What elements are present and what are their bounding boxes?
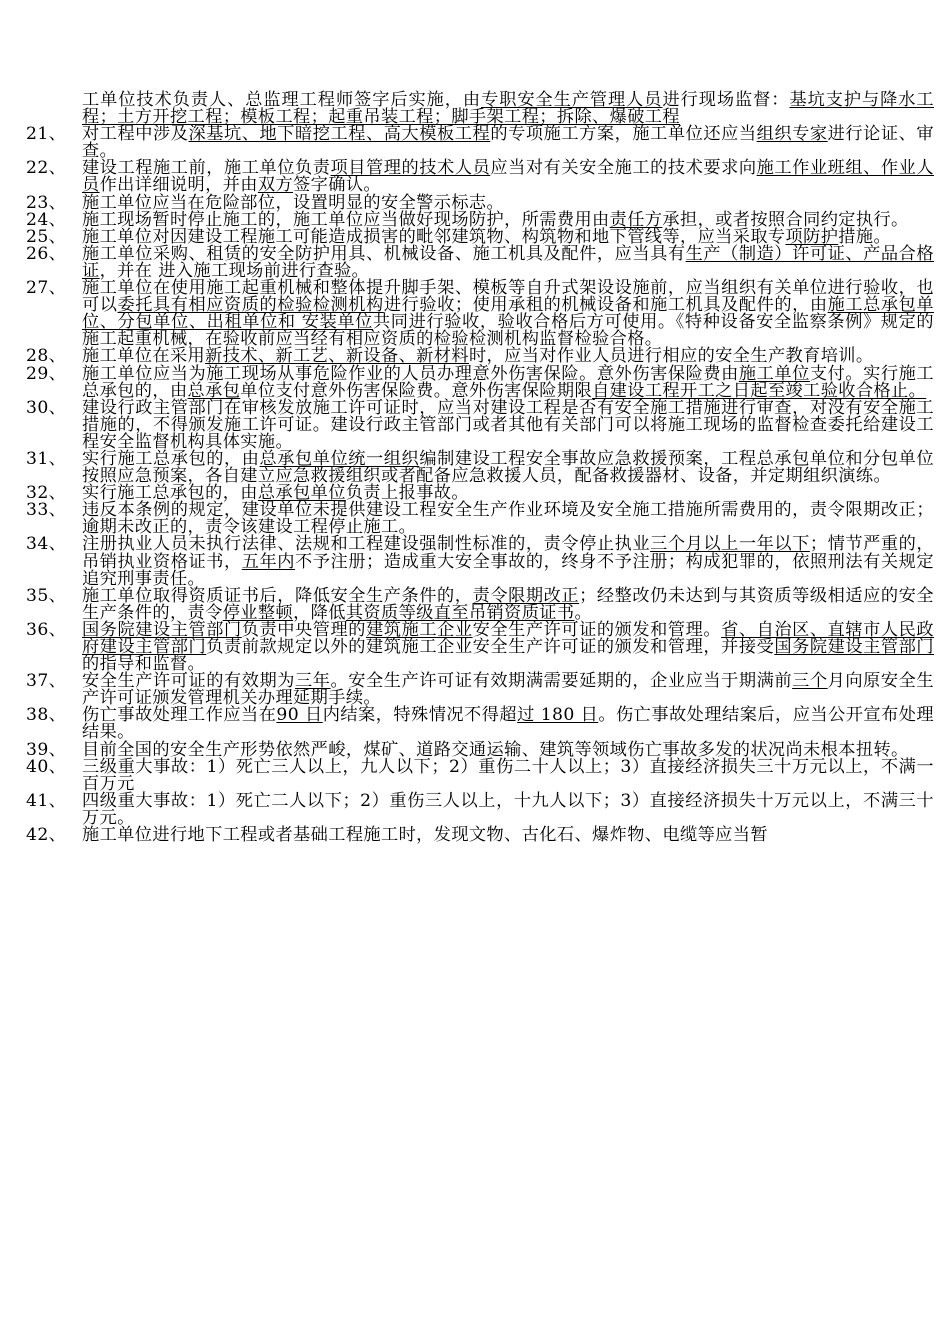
text-run: 负责前款规定以外的建筑施工企业安全生产许可证的颁发和管理，并接受: [206, 637, 775, 657]
item-text: [82, 673, 934, 707]
list-item: [26, 363, 934, 401]
text-run: 的专项施工方案，施工单位还应当: [490, 124, 757, 145]
text-run: 月向原安全生产许可证颁发管理机关办理延期手续。: [82, 671, 934, 709]
underlined-answer: 三个月以上一年以下: [650, 534, 810, 555]
text-run: 建设工程施工前，施工单位负责: [82, 158, 331, 179]
item-text: [82, 756, 934, 794]
underlined-answer: 深基坑、地下暗挖工程、高大模板工程: [188, 124, 491, 145]
item-number: 38、: [26, 705, 67, 726]
item-number: 42、: [26, 825, 67, 846]
text-run: 签字确认。: [293, 175, 382, 196]
text-run: 施工单位采购、租赁的安全防护用具、机械设备、施工机具及配件，应当具有: [82, 243, 686, 264]
item-text: [82, 536, 934, 587]
underlined-answer: 施工总承包单位、分包单位、出租单位和 安装单位: [82, 295, 934, 333]
underlined-answer: 施工单位: [738, 363, 810, 384]
item-text: [82, 827, 934, 844]
text-run: 施工现场暂时停止施工的，施工单位应当做好现场防护，所需费用由: [82, 209, 610, 230]
item-number: 26、: [26, 243, 67, 264]
text-run: 施工单位应当在危险部位，设置明显的安全警示标志。: [82, 192, 505, 213]
list-item: [26, 243, 934, 281]
list-item: [26, 790, 934, 828]
item-text: [82, 397, 934, 452]
item-number: 25、: [26, 226, 67, 247]
list-item: [26, 707, 934, 741]
text-run: 措施。: [838, 226, 892, 247]
text-run: 施工单位进行地下工程或者基础工程施工时，发现文物、古化石、爆炸物、电缆等应当暂: [82, 825, 768, 846]
item-number: 36、: [26, 619, 67, 640]
underlined-answer: 省、自治区、直辖市人民政府建设主管部门: [82, 619, 934, 657]
list-item: [26, 585, 934, 623]
underlined-answer: 专职安全生产管理人员: [481, 90, 663, 110]
underlined-answer: 施工作业班组、作业人员: [82, 158, 934, 196]
item-text: [82, 126, 934, 160]
text-run: 。安全生产许可证有效期满需要延期的，企业应当于期满前: [330, 671, 793, 692]
text-run: 进行现场监督：: [662, 90, 790, 110]
underlined-answer: 三个: [792, 671, 828, 692]
item-text: [82, 160, 934, 194]
item-number: 30、: [26, 397, 67, 418]
item-number: 39、: [26, 739, 67, 760]
text-run: 负责上报事故。: [345, 483, 469, 504]
underlined-answer: 项防护: [785, 226, 839, 247]
item-number: 22、: [26, 158, 67, 179]
underlined-answer: 责任方: [609, 209, 663, 230]
underlined-answer: 总承包单位: [257, 483, 346, 504]
item-number: 21、: [26, 124, 67, 145]
item-number: 24、: [26, 209, 67, 230]
text-run: 编制建设工程安全事故应急救援预案，工程总承包单位和分包单位按照应急预案，各自建立应急救援组织或者配备应急救援人员，配备救援器材、设备，并定期组织演练。: [82, 448, 934, 487]
text-run: 。伤亡事故处理结案后，应当公开宣布处理结果。: [82, 705, 934, 743]
item-number: 33、: [26, 500, 67, 521]
item-text: [82, 448, 934, 487]
underlined-answer: 责令限期改正: [472, 585, 580, 606]
text-run: 施工单位取得资质证书后，降低安全生产条件的，: [82, 585, 473, 606]
text-run: 支付。实行施工总承包的，由: [82, 363, 934, 401]
text-run: 对工程中涉及: [82, 124, 189, 145]
list-item: [26, 160, 934, 194]
item-number: 29、: [26, 363, 67, 384]
text-run: 三级重大事故：1）死亡三人以上，九人以下；2）重伤二十人以上；3）直接经济损失三十万元以上，不满一百万元: [82, 756, 934, 794]
item-number: 31、: [26, 448, 67, 469]
text-run: 的指导和监督。: [82, 654, 206, 675]
underlined-answer: 国务院建设主管部门: [82, 619, 242, 640]
item-number: 41、: [26, 790, 67, 811]
text-run: 四级重大事故：1）死亡二人以下；2）重伤三人以上，十九人以下；3）直接经济损失十万元以上，不满三十万元。: [82, 790, 934, 828]
underlined-answer: 停业整顿: [222, 602, 294, 623]
text-run: ；情节严重的，吊销执业资格证书，: [82, 534, 934, 572]
item-text: [82, 790, 934, 828]
item-number: 40、: [26, 756, 67, 777]
text-run: 共同进行验收，验收合格后方可使用。《特种设备安全监察条例》规定的施工起重机械，在验收前应当经有相应资质的检验检测机构监督检验合格。: [82, 312, 935, 350]
underlined-answer: 生产（制造）许可证、产品合格证: [82, 243, 934, 281]
text-run: 作出详细说明，并由: [99, 175, 258, 196]
numbered-list: [26, 126, 934, 844]
text-run: 不予注册；造成重大安全事故的，终身不予注册；构成犯罪的，依照刑法有关规定追究刑事责任。: [82, 551, 934, 589]
list-item: [26, 827, 934, 844]
underlined-answer: 三年: [295, 671, 331, 692]
text-run: 目前全国的安全生产形势依然严峻，煤矿、道路交通运输、建筑等领域伤亡事故多发的状况尚未根本扭转。: [82, 739, 909, 760]
text-run: 内结案，特殊情况不得超: [322, 705, 518, 726]
underlined-answer: 总承包单位统一组织: [259, 448, 420, 469]
underlined-answer: 基坑支护与降水工程；土方开挖工程；模板工程；起重吊装工程；脚手架工程；拆除、爆破工程: [82, 90, 934, 128]
underlined-answer: 总承包: [187, 380, 241, 401]
list-item: [26, 756, 934, 794]
text-run: ；经整改仍未达到与其资质等级相适应的安全生产条件的，责令: [82, 585, 934, 623]
list-item: [26, 397, 934, 452]
text-run: 违反本条例的规定，建设单位未提供建设工程安全生产作业环境及安全施工措施所需费用的，责令限期改正；逾期未改正的，责令该建设工程停止施工。: [82, 500, 934, 538]
item-number: 35、: [26, 585, 67, 606]
underlined-answer: 委托具有相应资质的检验检测机构: [117, 295, 384, 316]
item-number: 32、: [26, 483, 67, 504]
text-run: 。: [574, 602, 593, 623]
underlined-answer: 双方: [257, 175, 294, 196]
list-item: [26, 502, 934, 536]
text-run: 施工单位在使用施工起重机械和整体提升脚手架、模板等自升式架设设施前，应当组织有关单位进行验收，也可以: [82, 278, 934, 316]
text-run: 进行验收；使用承租的机械设备和施工机具及配件的，由: [383, 295, 828, 316]
item-text: [82, 707, 934, 741]
item-number: 34、: [26, 534, 67, 555]
continued-paragraph: [26, 92, 934, 126]
list-item: [26, 126, 934, 160]
underlined-answer: 其资质等级直至吊销资质证书: [345, 602, 575, 623]
item-text: [82, 243, 934, 281]
item-text: [82, 619, 934, 675]
text-run: 负责中央管理的: [241, 619, 367, 640]
item-text: [82, 280, 934, 348]
item-text: [82, 363, 934, 401]
list-item: [26, 536, 934, 587]
list-item: [26, 673, 934, 707]
underlined-answer: 项目管理的技术人员: [330, 158, 491, 179]
underlined-answer: 建筑施工企业: [366, 619, 473, 640]
text-run: ，并在 进入施工现场前进行查验。: [99, 260, 370, 281]
underlined-answer: 组织专家: [756, 124, 828, 145]
text-run: 施工单位在采用: [82, 346, 206, 367]
text-run: 实行施工总承包的，由: [82, 483, 258, 504]
text-run: 应当对有关安全施工的技术要求向: [490, 158, 757, 179]
underlined-answer: 90 日: [276, 705, 323, 726]
item-text: [82, 585, 934, 623]
item-number: 27、: [26, 278, 67, 299]
underlined-answer: 自建设工程开工之日起至竣工验收合格止。: [592, 380, 927, 401]
list-item: [26, 280, 934, 348]
text-run: 安全生产许可证的有效期为: [82, 671, 296, 692]
text-run: 安全生产许可证的颁发和管理。: [472, 619, 722, 640]
text-run: 工单位技术负责人、总监理工程师签字后实施，由: [82, 90, 482, 110]
document-page: [26, 92, 934, 844]
underlined-answer: 国务院建设主管部门: [774, 637, 934, 657]
underlined-answer: 新技术、新工艺、新设备、新材料: [205, 346, 469, 367]
text-run: 单位支付意外伤害保险费。意外伤害保险期限: [240, 380, 593, 401]
text-run: 实行施工总承包的，由: [82, 448, 260, 469]
underlined-answer: 过 180 日: [517, 705, 599, 726]
text-run: 时，应当对作业人员进行相应的安全生产教育培训。: [468, 346, 874, 367]
underlined-answer: 五年内: [241, 551, 296, 572]
text-run: 施工单位应当为施工现场从事危险作业的人员办理意外伤害保险。意外伤害保险费由: [82, 363, 739, 384]
list-item: [26, 619, 934, 675]
item-number: 23、: [26, 192, 67, 213]
text-run: ，降低: [293, 602, 346, 623]
text-run: 建设行政主管部门在审核发放施工许可证时，应当对建设工程是否有安全施工措施进行审查，对没有安全施工措施的，不得颁发施工许可证。建设行政主管部门或者其他有关部门可以将施工现场的监督检查委托给建设工程安全监督机构具体实施。: [82, 397, 934, 452]
item-number: 28、: [26, 346, 67, 367]
list-item: [26, 448, 934, 487]
text-run: 注册执业人员未执行法律、法规和工程建设强制性标准的，责令停止执业: [82, 534, 651, 555]
text-run: 施工单位对因建设工程施工可能造成损害的毗邻建筑物、构筑物和地下管线等，应当采取专: [82, 226, 786, 247]
item-number: 37、: [26, 671, 67, 692]
text-run: 承担，或者按照合同约定执行。: [662, 209, 909, 230]
text-run: 伤亡事故处理工作应当在: [82, 705, 277, 726]
item-text: [82, 502, 934, 536]
text-run: 进行论证、审查。: [82, 124, 934, 162]
